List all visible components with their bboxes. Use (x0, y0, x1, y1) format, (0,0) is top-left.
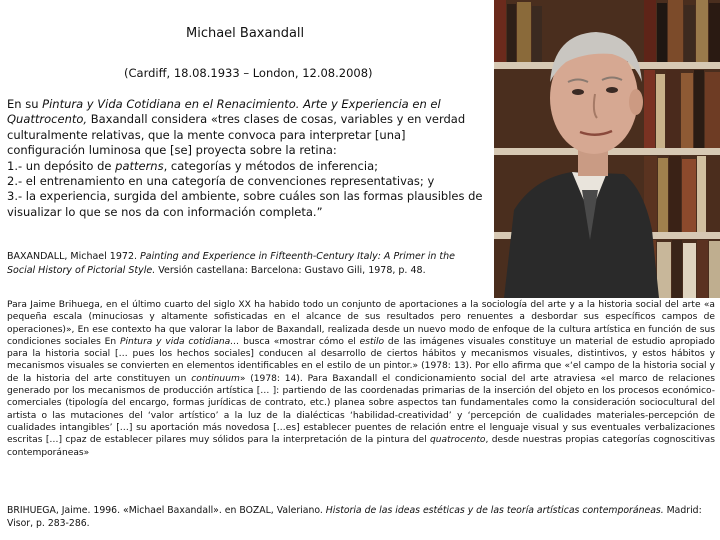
citation-baxandall (7, 250, 485, 277)
citation-edition: Versión castellana: Barcelona: Gustavo Gili, 1978, p. 48. (155, 264, 426, 276)
citation-brihuega-publisher: Madrid: Visor, p. 283-286. (7, 505, 702, 529)
citation-brihuega-title: Historia de las ideas estéticas y de las teoría artísticas contemporáneas. (325, 505, 664, 516)
paragraph-text-1: Para Jaime Brihuega, en el último cuarto del siglo XX ha habido todo un conjunto de aportaciones a la sociología del arte y a la historia social del arte «a pequeña escala (minuciosas y altamente sofisticadas en el alcance de sus resultados pero renuentes a desbordar sus específicos campos de operaciones)», En ese contexto ha que valorar la labor de Baxandall, realizada desde un nuevo modo de enfoque de la cultura artística en función de sus condiciones sociales En (7, 300, 715, 347)
paragraph-text-2: busca «mostrar cómo el (239, 336, 360, 347)
citation-brihuega-author: BRIHUEGA, Jaime. 1996. «Michael Baxandall». en BOZAL, Valeriano. (7, 505, 326, 516)
citation-brihuega (7, 505, 715, 530)
quote-item-2: 2.- el entrenamiento en una categoría de convenciones representativas; y (7, 174, 435, 189)
life-dates: (Cardiff, 18.08.1933 – London, 12.08.2008) (124, 66, 373, 80)
baxandall-quote (7, 97, 485, 220)
book-title-es: Pintura y Vida Cotidiana en el Renacimiento. Arte y Experiencia en el Quattrocento, (7, 97, 441, 127)
quote-lead: Baxandall considera «tres clases de cosas, variables y en verdad culturalmente relativas, que la mente convoca para interpretar [una] configuración luminosa que [se] proyecta sobre la retina: (7, 112, 466, 158)
paragraph-text-4: » (1978: 14). Para Baxandall el condicionamiento social del arte atraviesa «el marco de relaciones generado por los mecanismos de producción artística [… ]: partiendo de las coordenadas primarias de la inserción del objeto en los procesos económico-comerciales (tipología del encargo, formas jurídicas de contrato, etc.) planea sobre aspectos tan fundamentales como la consideración sociocultural del artista o las mutaciones del ‘valor artístico’ a la luz de la dialécticas ‘habilidad-creatividad’ y ‘percepción de cualidades materiales-percepción de cualidades intangibles’ […] su aportación más novedosa […es] establecer puentes de relación entre el lenguaje visual y sus eventuales verbalizaciones escritas […] cpaz de establecer pilares muy sólidos para la interpretación de la pintura del (7, 373, 715, 446)
paragraph-text-5: , desde nuestras propias categorías cognoscitivas contemporáneas» (7, 435, 715, 458)
quote-item-1-emphasis: patterns (115, 158, 164, 173)
paragraph-emphasis-2: estilo (359, 336, 385, 347)
portrait-photo (494, 0, 720, 298)
paragraph-text-3: de las imágenes visuales constituye un material de estudio apropiado para la historia social [… pues los hechos sociales] conducen al desarrollo de ciertos hábitos y mecanismos visuales, distintivos, y estos hábitos y mecanismos visuales se convierten en elementos identificables en el estilo de un pintor.» (1978: 13). Por ello afirma que «‘el campo de la historia social y de la historia del arte constituyen un (7, 336, 715, 384)
paragraph-emphasis-4: quatrocento (430, 435, 486, 446)
quote-item-1-post: , categorías y métodos de inferencia; (163, 158, 378, 173)
brihuega-paragraph (7, 299, 715, 459)
citation-book-title: Painting and Experience in Fifteenth-Century Italy: A Primer in the Social History of Pictorial Style. (7, 251, 456, 276)
paragraph-emphasis-3: continuum (191, 373, 240, 384)
paragraph-emphasis-1: Pintura y vida cotidiana… (119, 336, 240, 347)
citation-author: BAXANDALL, Michael 1972. (7, 251, 141, 262)
quote-item-3: 3.- la experiencia, surgida del ambiente, sobre cuáles son las formas plausibles de visualizar lo que se nos da con información completa.” (7, 189, 483, 219)
quote-intro: En su (7, 97, 43, 111)
page-title: Michael Baxandall (186, 26, 305, 41)
quote-item-1-pre: 1.- un depósito de (7, 158, 116, 173)
